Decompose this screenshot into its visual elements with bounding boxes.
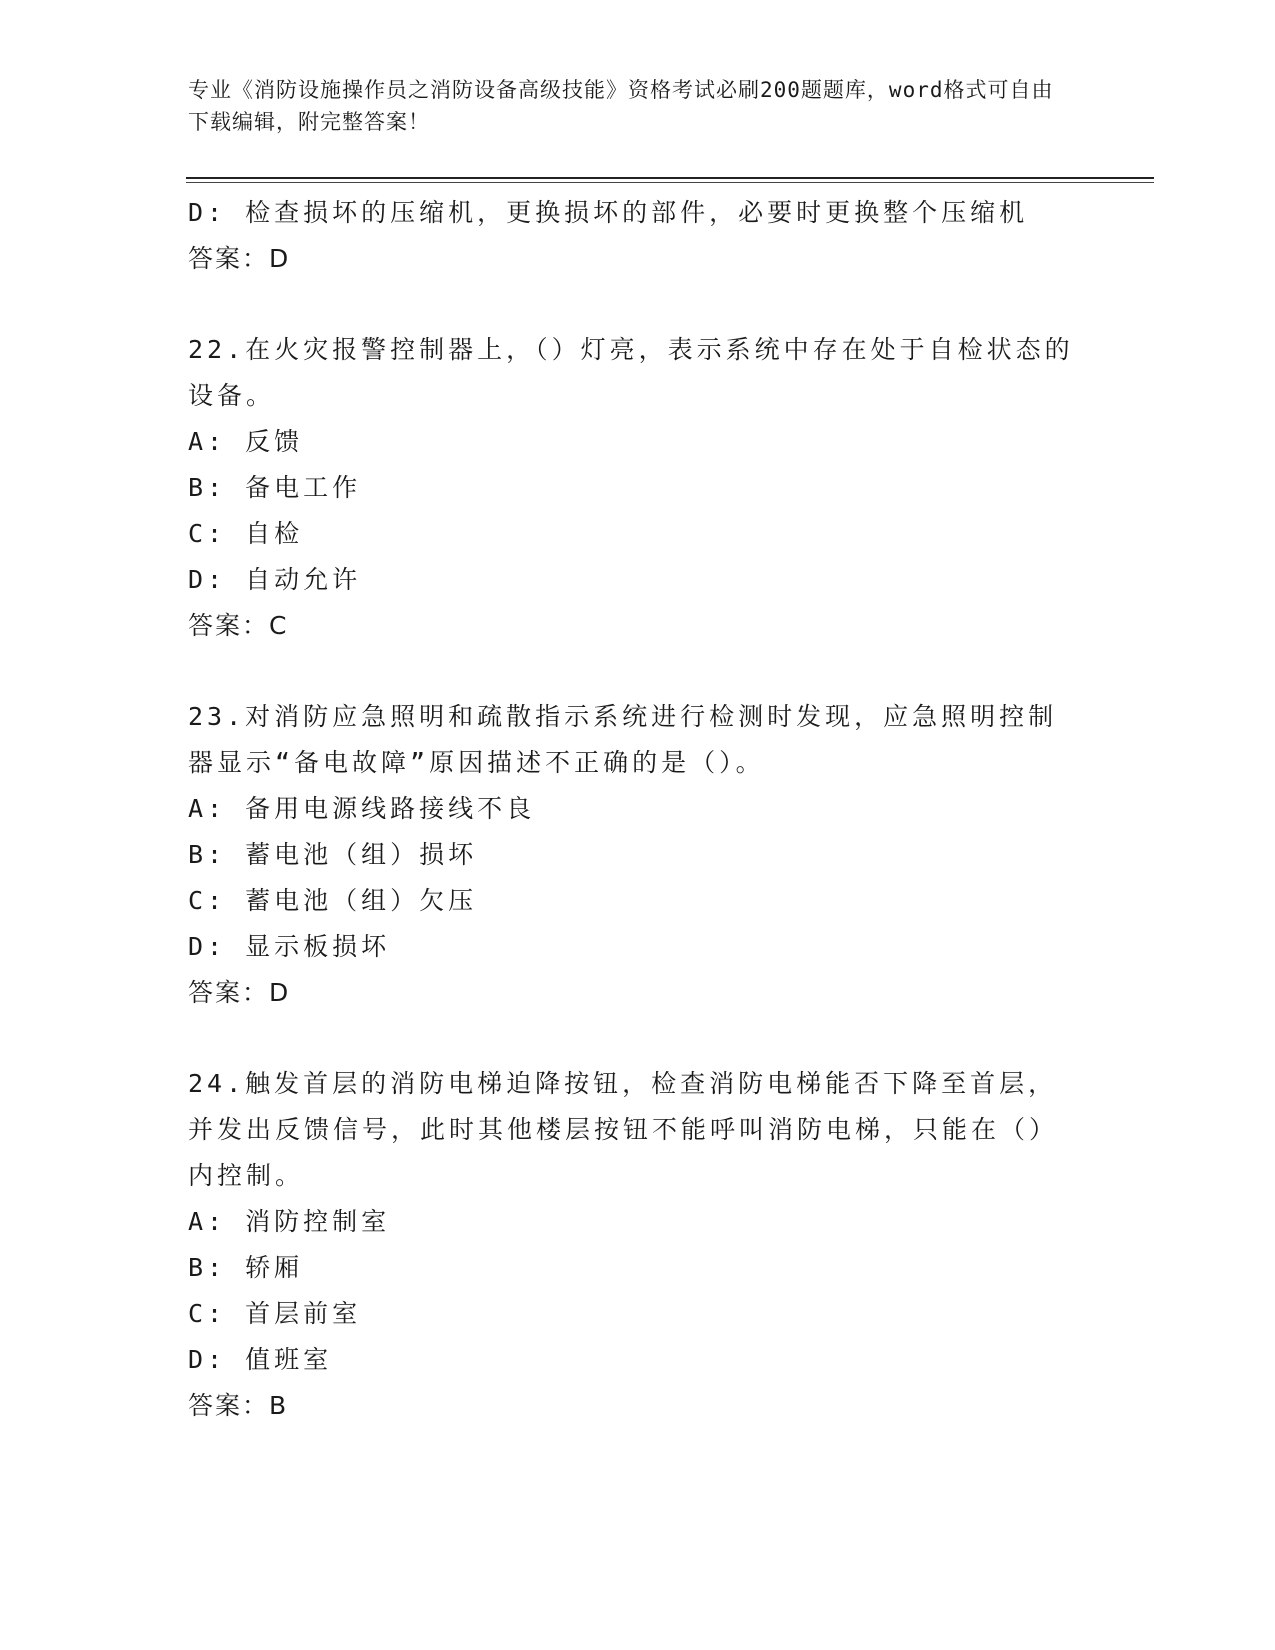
prev-answer: 答案：D: [188, 244, 291, 273]
question-text: 23.对消防应急照明和疏散指示系统进行检测时发现，应急照明控制器显示“备电故障”原因描述不正确的是（）。: [188, 702, 1058, 777]
option-d: D: 值班室: [188, 1345, 333, 1374]
header-divider-thick: [186, 177, 1154, 179]
option-d: D: 自动允许: [188, 565, 362, 594]
option-c: C: 自检: [188, 519, 304, 548]
option-c: C: 首层前室: [188, 1299, 362, 1328]
option-c: C: 蓄电池（组）欠压: [188, 886, 478, 915]
question-answer: 答案：D: [188, 978, 291, 1007]
header-divider-thin: [186, 182, 1154, 183]
question-text: 24.触发首层的消防电梯迫降按钮，检查消防电梯能否下降至首层，并发出反馈信号，此时其他楼层按钮不能呼叫消防电梯，只能在（）内控制。: [188, 1069, 1059, 1190]
document-header: 专业《消防设施操作员之消防设备高级技能》资格考试必刷200题题库，word格式可自由下载编辑，附完整答案！: [188, 78, 1054, 134]
prev-option-d: D: 检查损坏的压缩机，更换损坏的部件，必要时更换整个压缩机: [188, 198, 1029, 227]
question-answer: 答案：B: [188, 1391, 289, 1420]
question-23: [188, 694, 1088, 1016]
question-list: [188, 190, 1088, 1429]
option-b: B: 备电工作: [188, 473, 362, 502]
question-24: [188, 1061, 1088, 1429]
option-b: B: 轿厢: [188, 1253, 304, 1282]
question-answer: 答案：C: [188, 611, 289, 640]
option-a: A: 消防控制室: [188, 1207, 391, 1236]
option-a: A: 反馈: [188, 427, 304, 456]
option-b: B: 蓄电池（组）损坏: [188, 840, 478, 869]
question-22: [188, 327, 1088, 649]
option-a: A: 备用电源线路接线不良: [188, 794, 536, 823]
question-text: 22.在火灾报警控制器上，（）灯亮，表示系统中存在处于自检状态的设备。: [188, 335, 1074, 410]
option-d: D: 显示板损坏: [188, 932, 391, 961]
